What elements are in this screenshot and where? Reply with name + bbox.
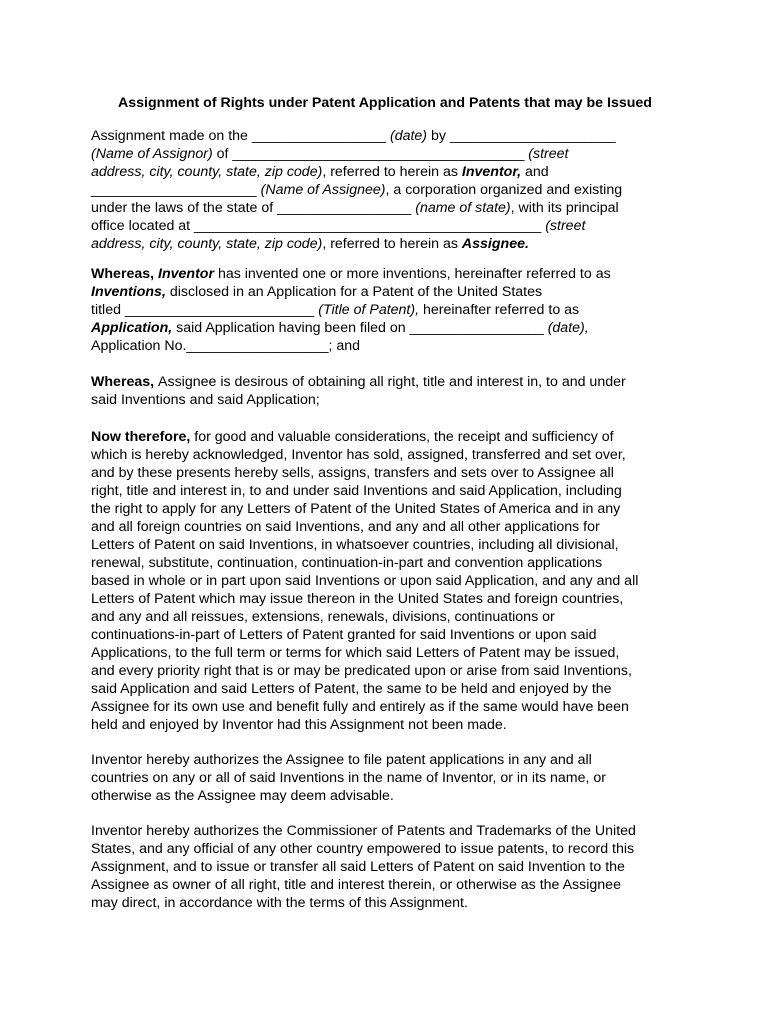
text-segment: and by these presents hereby sells, assigns, transfers and sets over to Assignee all (91, 465, 614, 481)
text-line (91, 876, 621, 894)
document-title: Assignment of Rights under Patent Application and Patents that may be Issued (118, 95, 652, 111)
text-line (91, 662, 632, 680)
text-segment: under the laws of the state of _________________ (91, 200, 416, 216)
text-line (91, 644, 619, 662)
text-line (91, 536, 619, 554)
text-line (91, 572, 638, 590)
text-segment: Whereas, (91, 266, 159, 282)
text-segment: of _____________________________________ (212, 146, 529, 162)
text-segment: based in whole or in part upon said Inventions or upon said Application, and any and all (91, 573, 639, 589)
text-segment: States, and any official of any other country empowered to issue patents, to record this (91, 841, 635, 857)
text-segment: Application No.__________________; and (91, 338, 361, 354)
text-line (91, 373, 626, 391)
text-segment: hereinafter referred to as (419, 302, 580, 318)
text-line (91, 840, 634, 858)
text-line (91, 337, 360, 355)
text-line (91, 716, 507, 734)
text-segment: which is hereby acknowledged, Inventor has sold, assigned, transferred and set over, (91, 447, 626, 463)
text-line (91, 554, 602, 572)
text-segment: Assignee. (461, 236, 529, 252)
text-line (91, 680, 612, 698)
text-segment: Assignee is desirous of obtaining all right, title and interest in, to and under (158, 374, 626, 390)
text-line (91, 518, 600, 536)
text-line (91, 626, 597, 644)
text-line (91, 446, 626, 464)
text-segment: Inventor hereby authorizes the Commissioner of Patents and Trademarks of the United (91, 823, 636, 839)
text-segment: disclosed in an Application for a Patent of the United States (165, 284, 543, 300)
text-line (91, 858, 625, 876)
text-segment: office located at ____________________________________________ (91, 218, 546, 234)
text-segment: may direct, in accordance with the terms of this Assignment. (91, 895, 468, 911)
text-segment: Letters of Patent which may issue thereon in the United States and foreign countries, (91, 591, 624, 607)
text-line (91, 428, 614, 446)
text-segment: Inventor hereby authorizes the Assignee to file patent applications in any and all (91, 752, 592, 768)
text-segment: by _____________________ (427, 128, 616, 144)
text-segment: Assignee for its own use and benefit fully and entirely as if the same would have been (91, 699, 629, 715)
text-segment: Inventions, (91, 284, 166, 300)
text-line (91, 163, 549, 181)
text-segment: and all foreign countries on said Inventions, and any and all other applications for (91, 519, 600, 535)
text-line (91, 145, 569, 163)
text-segment: continuations-in-part of Letters of Patent granted for said Inventions or upon said (91, 627, 597, 643)
text-line (91, 283, 542, 301)
text-segment: Now therefore, (91, 429, 195, 445)
text-line (91, 301, 579, 319)
text-segment: Letters of Patent on said Inventions, in whatsoever countries, including all divisional, (91, 537, 619, 553)
text-line (91, 894, 468, 912)
text-segment: address, city, county, state, zip code) (91, 236, 323, 252)
text-line (91, 751, 592, 769)
text-segment: , referred to herein as (322, 164, 462, 180)
text-segment: _____________________ (91, 182, 261, 198)
text-segment: (date) (389, 128, 428, 144)
text-line (91, 482, 622, 500)
text-segment: and any and all reissues, extensions, renewals, divisions, continuations or (91, 609, 555, 625)
text-line (91, 769, 606, 787)
text-segment: (Name of Assignee) (260, 182, 386, 198)
text-segment: countries on any or all of said Inventions in the name of Inventor, or in its name, or (91, 770, 606, 786)
text-segment: , a corporation organized and existing (385, 182, 623, 198)
text-segment: Applications, to the full term or terms for which said Letters of Patent may be issued, (91, 645, 620, 661)
text-segment: (name of state) (415, 200, 511, 216)
text-segment: for good and valuable considerations, the receipt and sufficiency of (194, 429, 614, 445)
text-segment: right, title and interest in, to and under said Inventions and said Application, including (91, 483, 622, 499)
text-segment: said Inventions and said Application; (91, 392, 320, 408)
text-segment: (street (528, 146, 569, 162)
text-line (91, 608, 555, 626)
text-segment: and (521, 164, 549, 180)
text-segment: said Application and said Letters of Patent, the same to be held and enjoyed by the (91, 681, 612, 697)
text-line (91, 822, 636, 840)
text-line (91, 265, 611, 283)
text-segment: renewal, substitute, continuation, continuation-in-part and convention applications (91, 555, 603, 571)
text-line (91, 181, 622, 199)
text-segment: said Application having been filed on _________________ (172, 320, 548, 336)
text-segment: Inventor, (461, 164, 522, 180)
text-segment: has invented one or more inventions, hereinafter referred to as (214, 266, 611, 282)
text-segment: address, city, county, state, zip code) (91, 164, 323, 180)
text-segment: , with its principal (510, 200, 619, 216)
text-segment: Whereas, (91, 374, 159, 390)
text-line (91, 127, 616, 145)
text-segment: Assignee as owner of all right, title and interest therein, or otherwise as the Assignee (91, 877, 621, 893)
text-segment: (street (545, 218, 586, 234)
text-segment: Application, (91, 320, 173, 336)
text-line (91, 391, 320, 409)
text-line (91, 464, 614, 482)
text-segment: Assignment made on the _________________ (91, 128, 390, 144)
text-segment: titled ________________________ (91, 302, 319, 318)
text-line (91, 787, 394, 805)
text-segment: held and enjoyed by Inventor had this Assignment not been made. (91, 717, 507, 733)
text-segment: the right to apply for any Letters of Patent of the United States of America and in any (91, 501, 621, 517)
text-line (91, 698, 629, 716)
text-segment: Assignment, and to issue or transfer all said Letters of Patent on said Invention to the (91, 859, 625, 875)
text-segment: (Name of Assignor) (91, 146, 213, 162)
text-segment: otherwise as the Assignee may deem advisable. (91, 788, 394, 804)
text-line (91, 319, 589, 337)
text-line (91, 217, 585, 235)
text-line (91, 199, 619, 217)
text-segment: Inventor (158, 266, 214, 282)
text-segment: (date), (547, 320, 589, 336)
text-segment: and every priority right that is or may be predicated upon or arise from said Inventions, (91, 663, 632, 679)
text-line (91, 590, 623, 608)
text-segment: (Title of Patent), (318, 302, 420, 318)
text-line (91, 500, 620, 518)
text-segment: , referred to herein as (322, 236, 462, 252)
text-line (91, 235, 529, 253)
